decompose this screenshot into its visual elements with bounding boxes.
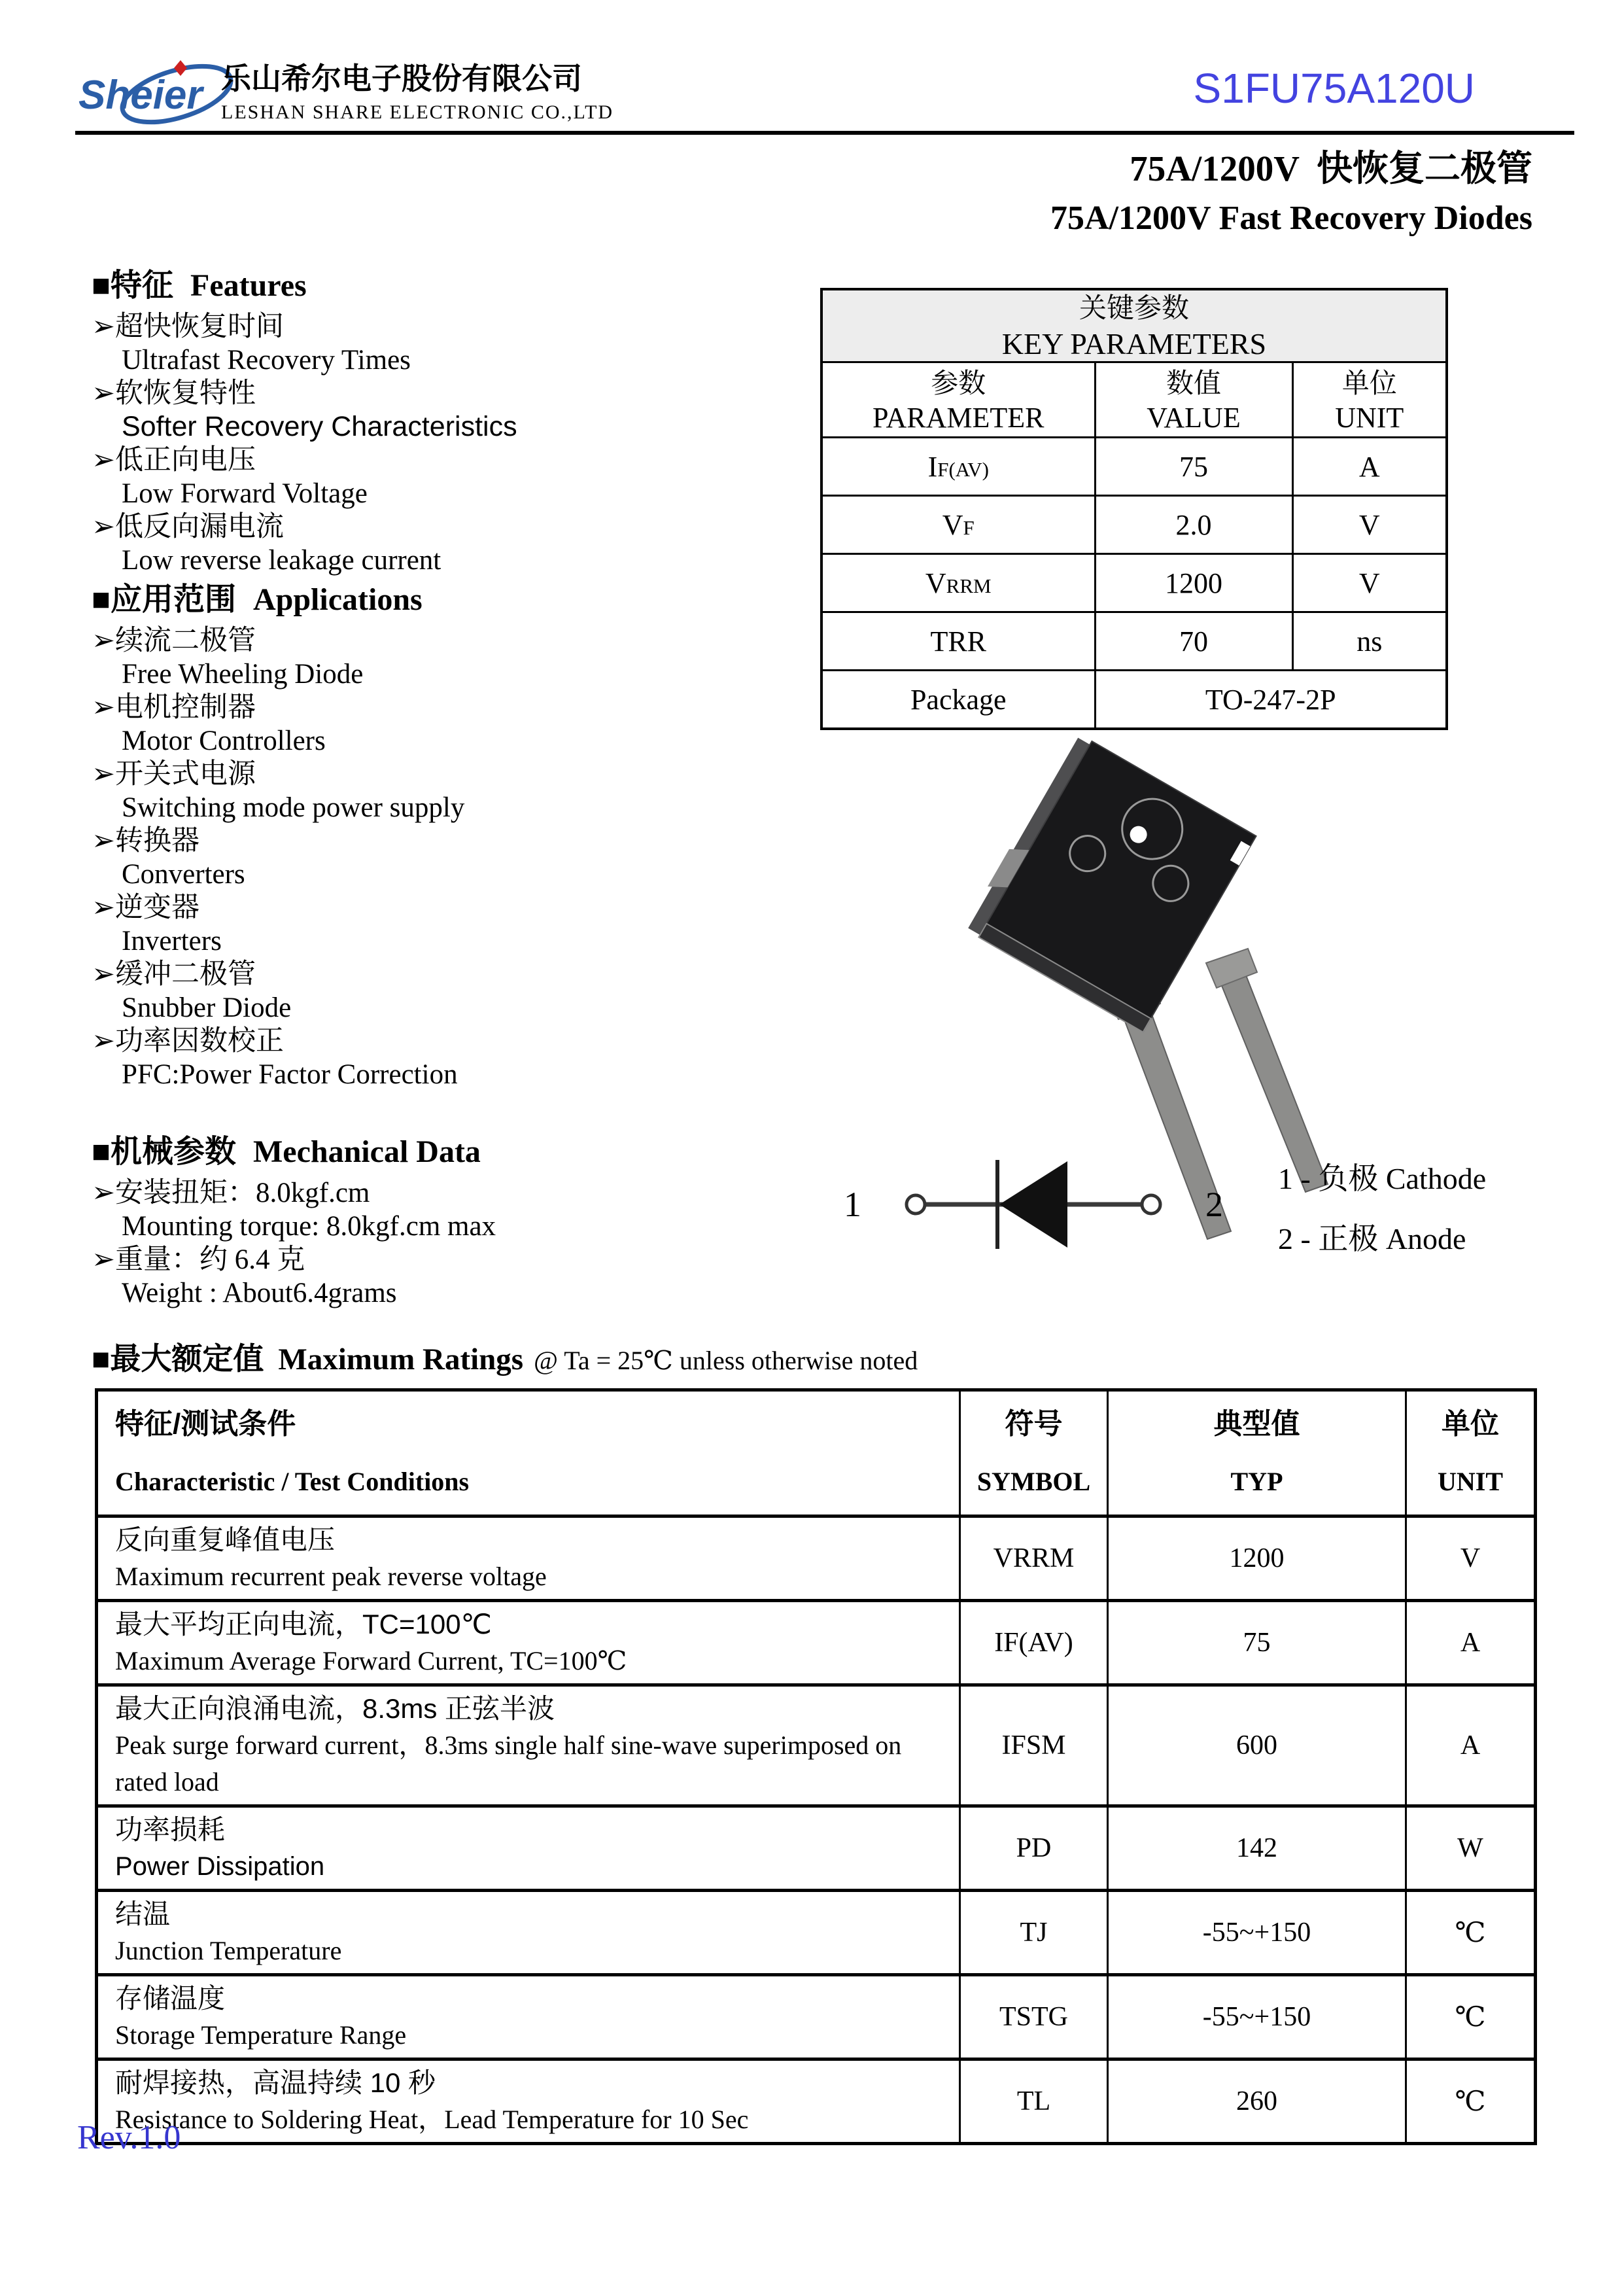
- diode-symbol-icon: [880, 1152, 1187, 1257]
- product-title-zh: [1050, 143, 1532, 195]
- feature-item-en: Low reverse leakage current: [122, 545, 441, 576]
- kp-unit: ns: [1292, 612, 1447, 671]
- mr-unit: ℃: [1406, 2059, 1536, 2144]
- left-column: [92, 267, 818, 1310]
- mr-unit: ℃: [1406, 1891, 1536, 1975]
- features-section: [92, 267, 818, 577]
- mr-symbol: VRRM: [960, 1516, 1108, 1601]
- kp-symbol: VF: [821, 496, 1095, 554]
- mr-symbol: PD: [960, 1806, 1108, 1891]
- feature-item-zh: ➢低反向漏电流: [92, 512, 285, 542]
- kp-value: 75: [1095, 438, 1292, 496]
- kp-value: 2.0: [1095, 496, 1292, 554]
- pin-legend: [1278, 1149, 1486, 1269]
- mr-typ: -55~+150: [1108, 1891, 1406, 1975]
- mr-row-pd: 功率损耗 Power Dissipation PD 142 W: [97, 1806, 1536, 1891]
- mechanical-heading-en: Mechanical Data: [253, 1134, 481, 1169]
- mr-col-unit: 单位 UNIT: [1406, 1390, 1536, 1516]
- mechanical-item-zh: ➢安装扭矩：8.0kgf.cm: [92, 1178, 370, 1208]
- mr-unit: A: [1406, 1601, 1536, 1685]
- application-item-en: Motor Controllers: [122, 726, 326, 756]
- features-heading: [92, 267, 818, 305]
- mr-unit: W: [1406, 1806, 1536, 1891]
- application-item-zh: ➢续流二极管: [92, 625, 256, 656]
- application-item-en: Switching mode power supply: [122, 792, 465, 823]
- max-ratings-heading: [92, 1335, 918, 1378]
- mechanical-section: [92, 1133, 818, 1310]
- kp-title-en: KEY PARAMETERS: [1001, 327, 1267, 360]
- kp-unit: A: [1292, 438, 1447, 496]
- mr-row-ifav: 最大平均正向电流，TC=100℃ Maximum Average Forward Current, TC=100℃ IF(AV) 75 A: [97, 1601, 1536, 1685]
- pin2-label: 2: [1205, 1185, 1223, 1224]
- mr-typ: 75: [1108, 1601, 1406, 1685]
- pin-legend-cathode: 1 - 负极 Cathode: [1278, 1162, 1487, 1195]
- applications-heading-zh: ■应用范围: [92, 582, 236, 617]
- kp-value: 1200: [1095, 554, 1292, 612]
- kp-package-value: TO-247-2P: [1095, 671, 1447, 729]
- feature-item: [92, 377, 818, 444]
- key-parameters-table: [820, 288, 1448, 730]
- applications-section: [92, 581, 818, 1091]
- kp-col-unit: 单位 UNIT: [1292, 362, 1447, 438]
- logo-text: Sheier: [78, 73, 203, 118]
- mr-header-row: [97, 1390, 1536, 1516]
- kp-unit: V: [1292, 554, 1447, 612]
- application-item: [92, 691, 818, 758]
- application-item-en: PFC:Power Factor Correction: [122, 1059, 458, 1090]
- mr-col-typ: 典型值 TYP: [1108, 1390, 1406, 1516]
- pin-diagram: [844, 1140, 1486, 1269]
- mr-row-tstg: 存储温度 Storage Temperature Range TSTG -55~+150 ℃: [97, 1975, 1536, 2059]
- mr-symbol: IF(AV): [960, 1601, 1108, 1685]
- mr-row-ifsm: 最大正向浪涌电流，8.3ms 正弦半波 Peak surge forward current，8.3ms single half sine-wave superimposed on rated load IFSM 600 A: [97, 1685, 1536, 1806]
- mr-symbol: IFSM: [960, 1685, 1108, 1806]
- mechanical-item-en: Weight : About6.4grams: [122, 1278, 397, 1308]
- mr-unit: A: [1406, 1685, 1536, 1806]
- application-item: [92, 1025, 818, 1091]
- revision-label: Rev.1.0: [77, 2119, 181, 2156]
- application-item-zh: ➢电机控制器: [92, 692, 256, 723]
- mr-row-vrrm: 反向重复峰值电压 Maximum recurrent peak reverse voltage VRRM 1200 V: [97, 1516, 1536, 1601]
- kp-unit: V: [1292, 496, 1447, 554]
- application-item-en: Inverters: [122, 926, 222, 956]
- application-item-zh: ➢缓冲二极管: [92, 959, 256, 990]
- mr-symbol: TSTG: [960, 1975, 1108, 2059]
- kp-row-package: [821, 671, 1447, 729]
- company-name-block: [221, 61, 613, 126]
- title-rating: 75A/1200V: [1130, 149, 1300, 188]
- application-item-zh: ➢转换器: [92, 826, 200, 856]
- company-name-zh: 乐山希尔电子股份有限公司: [221, 62, 582, 96]
- company-name-en: LESHAN SHARE ELECTRONIC CO.,LTD: [221, 101, 614, 123]
- kp-value: 70: [1095, 612, 1292, 671]
- application-item: [92, 891, 818, 958]
- product-title-en: 75A/1200V Fast Recovery Diodes: [1050, 200, 1532, 237]
- feature-item: [92, 310, 818, 377]
- feature-item-zh: ➢低正向电压: [92, 445, 256, 476]
- mr-typ: -55~+150: [1108, 1975, 1406, 2059]
- feature-item-zh: ➢软恢复特性: [92, 378, 256, 409]
- mechanical-heading: [92, 1133, 818, 1171]
- mr-unit: ℃: [1406, 1975, 1536, 2059]
- pin1-label: 1: [844, 1185, 861, 1224]
- application-item-en: Converters: [122, 859, 245, 890]
- application-item-en: Free Wheeling Diode: [122, 659, 364, 690]
- feature-item-zh: ➢超快恢复时间: [92, 311, 285, 342]
- company-logo: [77, 58, 241, 135]
- mr-symbol: TJ: [960, 1891, 1108, 1975]
- features-heading-zh: ■特征: [92, 268, 173, 303]
- mr-row-tj: 结温 Junction Temperature TJ -55~+150 ℃: [97, 1891, 1536, 1975]
- mechanical-item: [92, 1243, 818, 1310]
- mechanical-item-en: Mounting torque: 8.0kgf.cm max: [122, 1211, 496, 1242]
- max-ratings-heading-en: Maximum Ratings: [278, 1342, 524, 1376]
- feature-item-en: Softer Recovery Characteristics: [122, 411, 517, 442]
- max-ratings-heading-zh: ■最大额定值: [92, 1342, 264, 1376]
- feature-item: [92, 444, 818, 510]
- features-heading-en: Features: [190, 268, 307, 303]
- kp-title-cell: [821, 289, 1447, 362]
- kp-col-value: 数值 VALUE: [1095, 362, 1292, 438]
- title-zh-text: 快恢复二极管: [1316, 149, 1532, 188]
- kp-title-row: [821, 289, 1447, 362]
- mr-symbol: TL: [960, 2059, 1108, 2144]
- mechanical-heading-zh: ■机械参数: [92, 1134, 236, 1169]
- max-ratings-heading-note: @ Ta = 25℃ unless otherwise noted: [534, 1346, 918, 1375]
- kp-title-zh: 关键参数: [1079, 294, 1189, 324]
- pin-legend-anode: 2 - 正极 Anode: [1278, 1222, 1466, 1255]
- mr-typ: 1200: [1108, 1516, 1406, 1601]
- mr-col-characteristic: 特征/测试条件 Characteristic / Test Conditions: [97, 1390, 960, 1516]
- applications-heading-en: Applications: [253, 582, 423, 617]
- mr-typ: 260: [1108, 2059, 1406, 2144]
- kp-col-parameter: 参数 PARAMETER: [821, 362, 1095, 438]
- kp-row-trr: [821, 612, 1447, 671]
- application-item-en: Snubber Diode: [122, 992, 292, 1023]
- kp-row-vrrm: [821, 554, 1447, 612]
- product-title: [1050, 143, 1532, 242]
- mr-typ: 600: [1108, 1685, 1406, 1806]
- kp-row-ifav: [821, 438, 1447, 496]
- application-item: [92, 758, 818, 824]
- mr-unit: V: [1406, 1516, 1536, 1601]
- header-divider: [75, 131, 1574, 135]
- kp-package-label: Package: [821, 671, 1095, 729]
- mechanical-item: [92, 1176, 818, 1243]
- application-item-zh: ➢逆变器: [92, 892, 200, 923]
- kp-row-vf: [821, 496, 1447, 554]
- feature-item-en: Low Forward Voltage: [122, 478, 368, 509]
- mr-col-symbol: 符号 SYMBOL: [960, 1390, 1108, 1516]
- applications-heading: [92, 581, 818, 619]
- kp-header-row: [821, 362, 1447, 438]
- feature-item-en: Ultrafast Recovery Times: [122, 345, 411, 376]
- mr-typ: 142: [1108, 1806, 1406, 1891]
- kp-symbol: TRR: [821, 612, 1095, 671]
- application-item-zh: ➢功率因数校正: [92, 1026, 285, 1057]
- kp-symbol: VRRM: [821, 554, 1095, 612]
- kp-symbol: IF(AV): [821, 438, 1095, 496]
- application-item: [92, 624, 818, 691]
- part-number: S1FU75A120U: [1193, 65, 1475, 112]
- mechanical-item-zh: ➢重量：约 6.4 克: [92, 1244, 305, 1275]
- mr-row-tl: 耐焊接热，高温持续 10 秒 Resistance to Soldering Heat，Lead Temperature for 10 Sec TL 260 ℃: [97, 2059, 1536, 2144]
- application-item-zh: ➢开关式电源: [92, 759, 256, 790]
- max-ratings-table: [95, 1388, 1537, 2145]
- application-item: [92, 824, 818, 891]
- application-item: [92, 958, 818, 1025]
- feature-item: [92, 510, 818, 577]
